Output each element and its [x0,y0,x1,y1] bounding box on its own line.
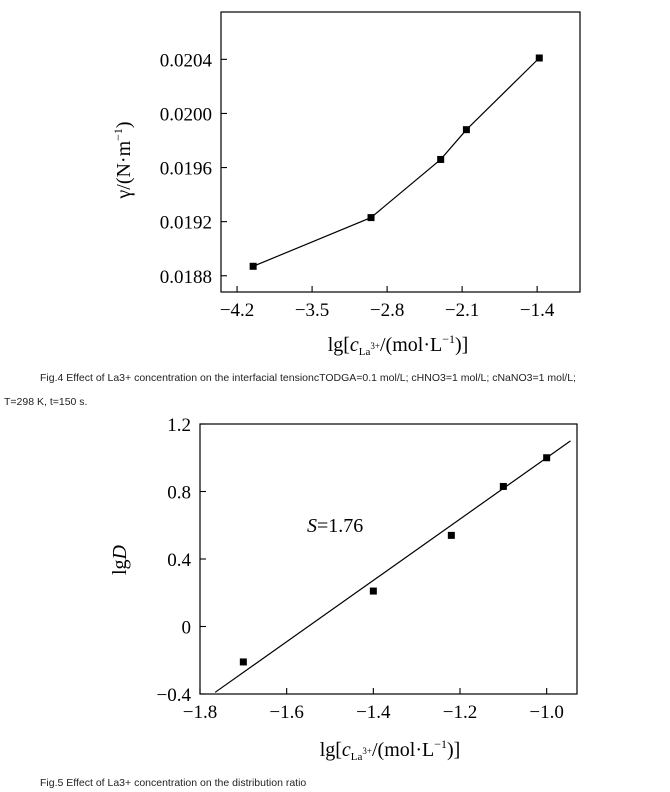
fig4-y-tick-label: 0.0192 [159,212,212,234]
fig4-plot-frame [221,12,580,292]
fig5-x-tick-label: −1.2 [442,702,478,723]
fig5-axes [157,415,577,723]
fig4-x-tick-label: −1.4 [519,300,555,321]
fig5-x-tick-label: −1.6 [269,702,304,723]
fig5-y-tick-label: 0 [181,617,191,639]
fig5-fit-line [215,441,570,692]
fig5-annotation-slope: S=1.76 [307,515,364,537]
fig4-data-point [463,126,470,133]
fig4-x-axis-label: $\lg[c_{La}^{3+}/(mol\cdot L^{-1})]$ [327,332,469,358]
fig5-y-tick-label: −0.4 [156,685,191,706]
fig5-x-axis-label: $\lg[c_{La}^{3+}/(mol\cdot L^{-1})]$ [319,737,461,763]
fig4-marks [250,54,543,269]
figure-4 [4,12,580,408]
fig4-y-axis-label: $\gamma/(N\cdot m^{-1})$ [111,121,135,199]
fig5-y-axis-label: lgD [109,544,131,576]
fig4-data-point [250,263,257,270]
fig4-x-tick-label: −4.2 [219,300,255,321]
fig5-data-point [370,588,377,595]
fig5-marks [215,441,570,692]
fig4-caption-line-2: T=298 K, t=150 s. [4,396,88,408]
fig5-x-tick-label: −1.0 [529,702,564,723]
fig4-axes [160,12,580,321]
fig4-data-point [536,54,543,61]
fig5-data-point [448,532,455,539]
fig4-data-point [368,214,375,221]
fig4-y-tick-label: 0.0204 [159,50,212,72]
fig4-series-line [253,58,539,266]
fig4-data-point [437,156,444,163]
fig5-plot-frame [200,424,577,694]
fig4-y-tick-label: 0.0196 [159,158,212,180]
fig5-y-tick-label: 0.8 [167,482,191,504]
fig4-x-tick-label: −3.5 [294,300,330,321]
fig4-x-tick-label: −2.1 [444,300,480,321]
fig4-x-tick-label: −2.8 [369,300,405,321]
fig5-caption: Fig.5 Effect of La3+ concentration on the distribution ratio [40,777,307,789]
fig5-data-point [240,658,247,665]
fig5-y-tick-label: 1.2 [167,415,191,436]
fig5-x-tick-label: −1.8 [182,702,218,723]
fig4-y-tick-label: 0.0200 [159,104,212,126]
fig5-y-tick-label: 0.4 [167,550,191,571]
fig4-caption-line-1: Fig.4 Effect of La3+ concentration on the interfacial tensioncTODGA=0.1 mol/L; cHNO3=1 mol/L; cNaNO3=1 mol/L; [40,372,576,384]
figure-5 [40,415,577,789]
fig5-x-tick-label: −1.4 [356,702,391,723]
fig4-y-tick-label: 0.0188 [159,266,212,288]
